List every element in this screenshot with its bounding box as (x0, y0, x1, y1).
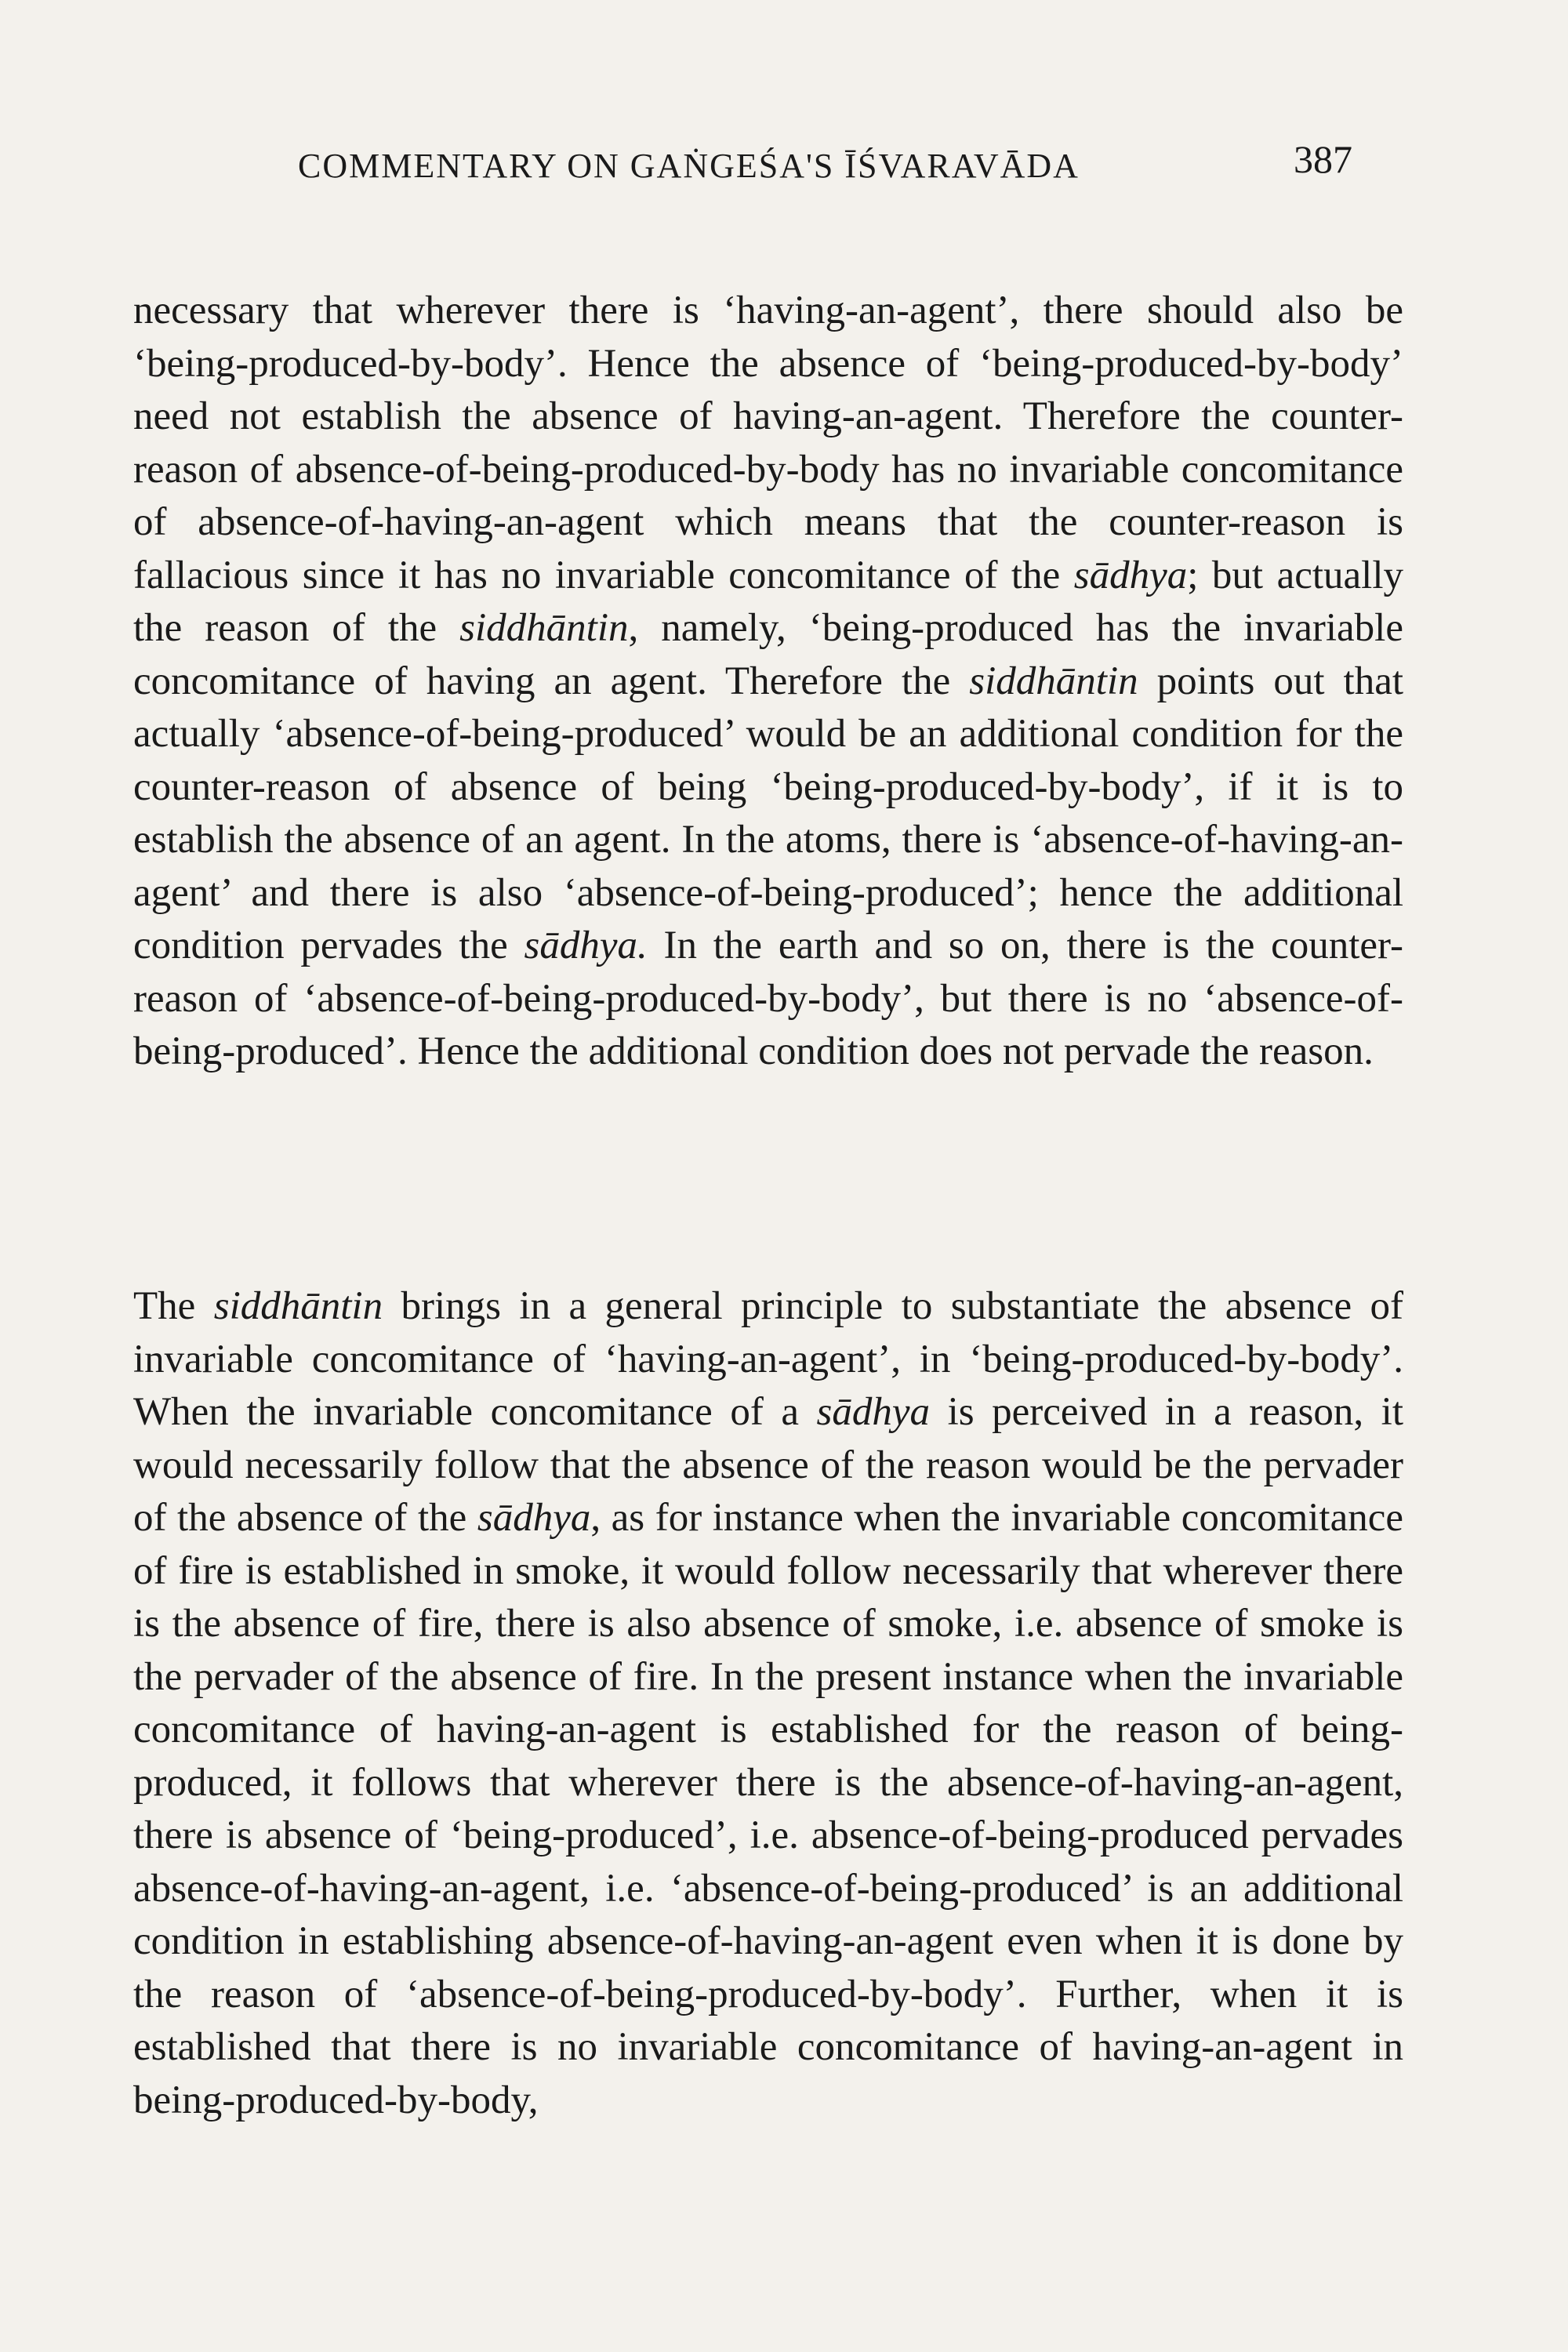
paragraph-1 (133, 285, 1403, 1079)
text-run: In the earth and so on, there is the counter-reason of ‘absence-of-being-produced-by-body’, but there is no ‘absence-of-being-produced’. Hence the additional condition does not pervade the reason. (133, 924, 1403, 1073)
text-run: is perceived in a reason, it would necessarily follow that the absence of the reason would be the pervader of the absence of the (133, 1390, 1403, 1540)
page-number: 387 (1294, 137, 1352, 181)
italic-term: siddhāntin (969, 659, 1138, 703)
italic-term: sādhya (816, 1390, 931, 1434)
text-run: ; but actually the reason of the (133, 553, 1403, 650)
text-run: , namely, ‘being-produced has the invariable concomitance of having an agent. Therefore the (133, 606, 1403, 703)
text-run: The (133, 1284, 214, 1328)
text-run: necessary that wherever there is ‘having-an-agent’, there should also be ‘being-produced-by-body’. Hence the absence of ‘being-produced-by-body’ need not establish the absence of having-an-agent. Therefore the counter-reason of absence-of-being-produced-by-body has no invariable concomitance of absence-of-having-an-agent which means that the counter-reason is fallacious since it has no invariable concomitance of the (133, 289, 1403, 597)
italic-term: siddhāntin (213, 1284, 383, 1328)
italic-term: sādhya (477, 1496, 591, 1540)
italic-term: sādhya (1073, 553, 1188, 597)
italic-term: sādhya. (524, 924, 648, 967)
paragraph-2 (133, 1280, 1403, 2127)
text-run: points out that actually ‘absence-of-being-produced’ would be an additional condition for the counter-reason of absence of being ‘being-produced-by-body’, if it is to establish the absence of an agent. In the atoms, there is ‘absence-of-having-an-agent’ and there is also ‘absence-of-being-produced’; hence the additional condition pervades the (133, 659, 1403, 967)
running-head: COMMENTARY ON GAṄGEŚA'S ĪŚVARAVĀDA (298, 147, 1080, 185)
text-run: brings in a general principle to substantiate the absence of invariable concomitance of ‘having-an-agent’, in ‘being-produced-by-body’. When the invariable concomitance of a (133, 1284, 1404, 1434)
text-run: , as for instance when the invariable concomitance of fire is established in smoke, it would follow necessarily that wherever there is the absence of fire, there is also absence of smoke, i.e. absence of smoke is the pervader of the absence of fire. In the present instance when the invariable concomitance of having-an-agent is established for the reason of being-produced, it follows that wherever there is the absence-of-having-an-agent, there is absence of ‘being-produced’, i.e. absence-of-being-produced pervades absence-of-having-an-agent, i.e. ‘absence-of-being-produced’ is an additional condition in establishing absence-of-having-an-agent even when it is done by the reason of ‘absence-of-being-produced-by-body’. Further, when it is established that there is no invariable concomitance of having-an-agent in being-produced-by-body, (133, 1496, 1403, 2122)
italic-term: siddhāntin (459, 606, 629, 650)
